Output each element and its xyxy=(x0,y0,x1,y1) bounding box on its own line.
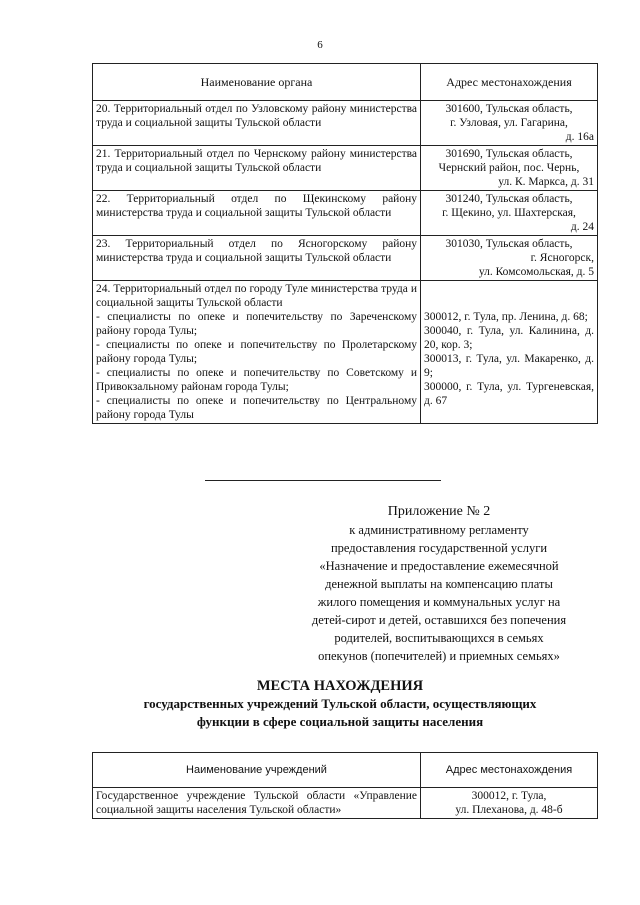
table-row xyxy=(93,146,598,191)
agency-address xyxy=(421,236,598,281)
agency-name: 23. Территориальный отдел по Ясногорскому району министерства труда и социальной защиты Тульской области xyxy=(93,236,421,281)
address-line: ул. К. Маркса, д. 31 xyxy=(498,176,594,188)
agency-title: 24. Территориальный отдел по городу Туле министерства труда и социальной защиты Тульской области xyxy=(96,283,417,309)
institution-address xyxy=(421,788,598,819)
address-line: д. 16а xyxy=(565,131,594,143)
sub-unit-address: 300012, г. Тула, пр. Ленина, д. 68; xyxy=(424,311,588,323)
table-header-row xyxy=(93,64,598,101)
appendix-line: опекунов (попечителей) и приемных семьях» xyxy=(318,649,560,663)
appendix-line: детей-сирот и детей, оставшихся без попечения xyxy=(311,613,567,627)
agency-name xyxy=(93,281,421,424)
column-header-name: Наименование учреждений xyxy=(93,753,421,788)
address-line: г. Узловая, ул. Гагарина, xyxy=(450,117,568,129)
agency-address xyxy=(421,101,598,146)
appendix-line: жилого помещения и коммунальных услуг на xyxy=(317,595,561,609)
address-line: ул. Комсомольская, д. 5 xyxy=(478,266,594,278)
sub-unit-name: - специалисты по опеке и попечительству по Зареченскому району города Тулы; xyxy=(96,311,417,337)
address-line: д. 24 xyxy=(570,221,594,233)
heading-line: функции в сфере социальной защиты населения xyxy=(196,714,484,729)
separator-line xyxy=(205,480,441,481)
column-header-address: Адрес местонахождения xyxy=(421,753,598,788)
table-row xyxy=(93,281,598,424)
agencies-table xyxy=(92,63,598,424)
appendix-line: «Назначение и предоставление ежемесячной xyxy=(319,559,559,573)
address-line: 301600, Тульская область, xyxy=(445,103,573,115)
address-line: 300012, г. Тула, xyxy=(471,790,547,802)
spacer xyxy=(424,282,594,310)
address-line: 301030, Тульская область, xyxy=(445,238,573,250)
appendix-number: Приложение № 2 xyxy=(387,504,491,519)
sub-unit-name: - специалисты по опеке и попечительству по Центральному району города Тулы xyxy=(96,395,417,421)
table-row xyxy=(93,191,598,236)
sub-unit-name: - специалисты по опеке и попечительству по Пролетарскому району города Тулы; xyxy=(96,339,417,365)
column-header-address: Адрес местонахождения xyxy=(421,64,598,101)
page-number: 6 xyxy=(317,39,323,51)
appendix-line: родителей, воспитывающихся в семьях xyxy=(334,631,544,645)
institutions-table xyxy=(92,752,598,819)
agency-name: 22. Территориальный отдел по Щекинскому району министерства труда и социальной защиты Тульской области xyxy=(93,191,421,236)
appendix-line: денежной выплаты на компенсацию платы xyxy=(325,577,553,591)
appendix-block xyxy=(250,503,628,665)
address-line: Чернский район, пос. Чернь, xyxy=(438,162,580,174)
sub-unit-address: 300000, г. Тула, ул. Тургеневская, д. 67 xyxy=(424,381,594,407)
agency-address xyxy=(421,146,598,191)
table-row xyxy=(93,101,598,146)
agency-name: 20. Территориальный отдел по Узловскому району министерства труда и социальной защиты Тульской области xyxy=(93,101,421,146)
sub-unit-name: - специалисты по опеке и попечительству по Советскому и Привокзальному районам города Тулы; xyxy=(96,367,417,393)
agency-address xyxy=(421,281,598,424)
table-row xyxy=(93,788,598,819)
sub-unit-address: 300013, г. Тула, ул. Макаренко, д. 9; xyxy=(424,353,594,379)
column-header-name: Наименование органа xyxy=(93,64,421,101)
address-line: г. Ясногорск, xyxy=(530,252,594,264)
address-line: 301690, Тульская область, xyxy=(445,148,573,160)
sub-unit-address: 300040, г. Тула, ул. Калинина, д. 20, кор. 3; xyxy=(424,325,594,351)
section-heading xyxy=(80,677,600,731)
address-line: 301240, Тульская область, xyxy=(445,193,573,205)
table-header-row xyxy=(93,753,598,788)
table-row xyxy=(93,236,598,281)
institution-name: Государственное учреждение Тульской области «Управление социальной защиты населения Тульской области» xyxy=(93,788,421,819)
heading-title: МЕСТА НАХОЖДЕНИЯ xyxy=(256,678,424,694)
appendix-line: предоставления государственной услуги xyxy=(330,541,548,555)
agency-address xyxy=(421,191,598,236)
appendix-line: к административному регламенту xyxy=(349,523,529,537)
agency-name: 21. Территориальный отдел по Чернскому району министерства труда и социальной защиты Тульской области xyxy=(93,146,421,191)
heading-line: государственных учреждений Тульской области, осуществляющих xyxy=(143,696,537,711)
address-line: г. Щекино, ул. Шахтерская, xyxy=(442,207,576,219)
address-line: ул. Плеханова, д. 48-б xyxy=(455,804,563,816)
